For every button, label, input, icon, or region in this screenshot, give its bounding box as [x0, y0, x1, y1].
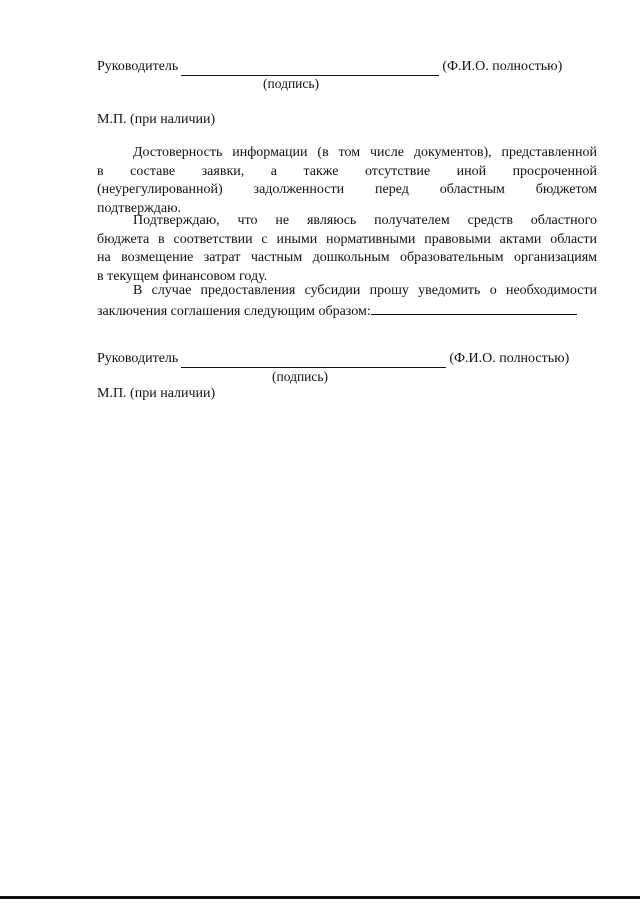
paragraph-notification [97, 282, 597, 319]
paragraph-line: подтверждаю. [97, 200, 182, 216]
page-bottom-edge [0, 896, 640, 899]
signature-line-1 [181, 62, 439, 76]
full-name-hint-1: (Ф.И.О. полностью) [442, 59, 563, 74]
full-name-hint-2: (Ф.И.О. полностью) [449, 351, 570, 366]
paragraph-line: Достоверность информации (в том числе документов), представленной [133, 145, 597, 160]
paragraph-line: бюджета в соответствии с иными нормативными правовыми актами области [97, 231, 597, 247]
stamp-note-1: М.П. (при наличии) [97, 112, 216, 127]
signature-row-1 [97, 58, 562, 76]
paragraph-reliability [97, 144, 597, 218]
notification-method-field[interactable] [371, 301, 577, 315]
signature-caption-2: (подпись) [272, 369, 329, 384]
signature-row-2 [97, 350, 569, 368]
paragraph-line: в текущем финансовом году. [97, 268, 268, 284]
paragraph-line-with-field [97, 301, 597, 320]
paragraph-line: (неурегулированной) задолженности перед областным бюджетом [97, 182, 597, 198]
signature-caption-1: (подпись) [263, 76, 320, 91]
signature-line-2 [181, 354, 446, 368]
paragraph-line: в составе заявки, а также отсутствие иной просроченной [97, 163, 597, 179]
paragraph-line: на возмещение затрат частным дошкольным образовательным организациям [97, 250, 597, 266]
paragraph-line: В случае предоставления субсидии прошу уведомить о необходимости [133, 283, 597, 298]
paragraph-line: Подтверждаю, что не являюсь получателем средств областного [133, 213, 597, 228]
paragraph-line-text: заключения соглашения следующим образом: [97, 303, 371, 319]
paragraph-confirmation [97, 212, 597, 286]
stamp-note-2: М.П. (при наличии) [97, 386, 216, 401]
head-label-2: Руководитель [97, 351, 179, 366]
head-label-1: Руководитель [97, 59, 179, 74]
